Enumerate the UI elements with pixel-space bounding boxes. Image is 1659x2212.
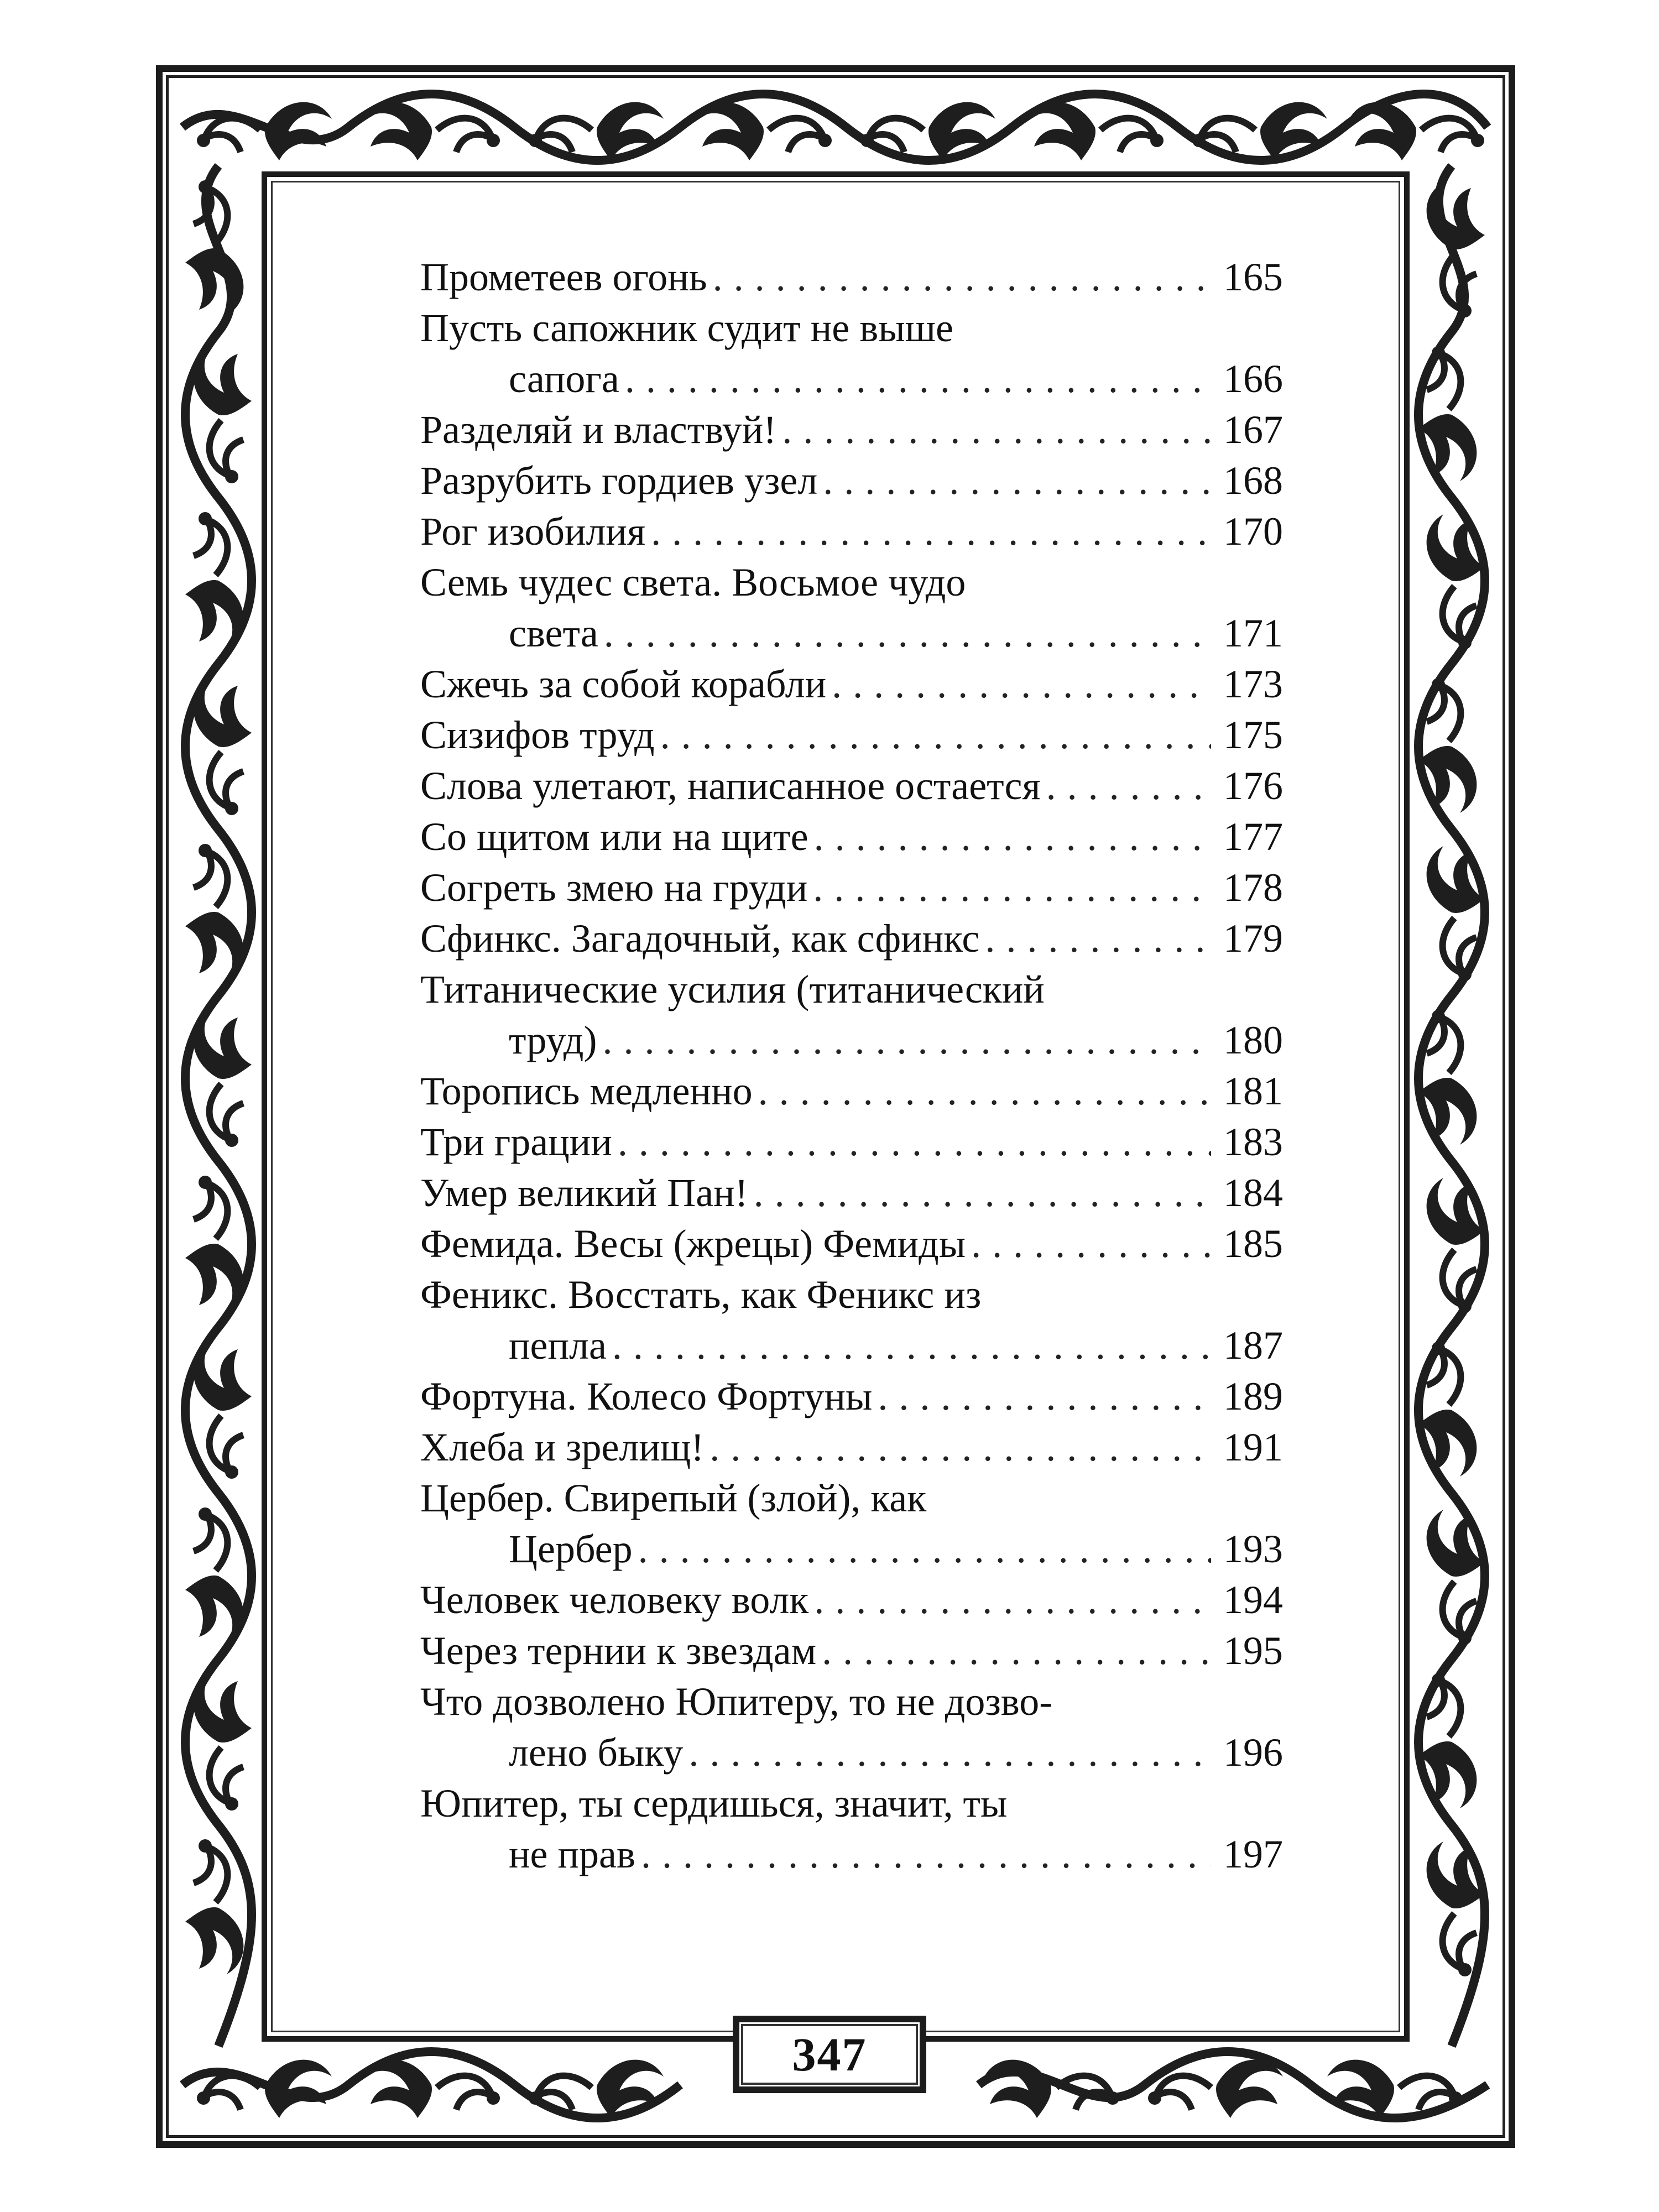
toc-entry-title: Сфинкс. Загадочный, как сфинкс <box>420 916 980 961</box>
dot-leader <box>638 1524 1211 1574</box>
toc-entry-continuation <box>420 1524 1283 1574</box>
toc-entry-line <box>420 1371 1283 1422</box>
toc-entry <box>420 811 1283 862</box>
dot-leader <box>782 404 1211 455</box>
toc-entry-line <box>420 1473 1283 1524</box>
toc-entry-title: Три грации <box>420 1120 612 1164</box>
toc-entry-title: Что дозволено Юпитеру, то не дозво- <box>420 1679 1053 1724</box>
toc-entry-page-number: 196 <box>1223 1730 1283 1775</box>
toc-entry-line <box>420 252 1283 302</box>
toc-entry-title: Феникс. Восстать, как Феникс из <box>420 1272 982 1317</box>
dot-leader <box>813 862 1211 913</box>
toc-entry-page-number: 187 <box>1223 1323 1283 1368</box>
toc-entry-title: Сжечь за собой корабли <box>420 662 827 706</box>
dot-leader <box>814 1574 1211 1625</box>
page-number-plate-inner-line <box>741 2024 918 2085</box>
dot-leader <box>758 1066 1211 1117</box>
toc-entry-line <box>420 1676 1283 1727</box>
toc-entry <box>420 1218 1283 1269</box>
toc-entry-line <box>420 1625 1283 1676</box>
dot-leader <box>823 455 1211 506</box>
toc-entry-line <box>420 913 1283 964</box>
toc-entry-title: Сизифов труд <box>420 713 655 757</box>
toc-entry-page-number: 165 <box>1223 255 1283 299</box>
dot-leader <box>688 1727 1211 1778</box>
toc-entry-title: Разрубить гордиев узел <box>420 458 818 503</box>
toc-entry-title: Хлеба и зрелищ! <box>420 1425 705 1469</box>
right-ornament-band <box>1418 166 1485 2046</box>
toc-entry-page-number: 175 <box>1223 713 1283 757</box>
toc-entry-line <box>420 455 1283 506</box>
toc-entry-line <box>420 1778 1283 1829</box>
dot-leader <box>822 1625 1211 1676</box>
toc-entry-line <box>420 862 1283 913</box>
toc-entry-page-number: 195 <box>1223 1629 1283 1673</box>
toc-entry <box>420 1167 1283 1218</box>
toc-entry-title: Фемида. Весы (жрецы) Фемиды <box>420 1222 966 1266</box>
toc-entry-page-number: 197 <box>1223 1832 1283 1876</box>
toc-entry <box>420 557 1283 659</box>
toc-entry-title: Титанические усилия (титанический <box>420 967 1045 1011</box>
toc-entry-line <box>420 1066 1283 1117</box>
toc-entry-title: Семь чудес света. Восьмое чудо <box>420 560 966 604</box>
toc-entry-title: Фортуна. Колесо Фортуны <box>420 1374 873 1418</box>
toc-entry-title: труд) <box>509 1018 597 1062</box>
toc-entry-line <box>420 709 1283 760</box>
toc-entry-line <box>420 506 1283 557</box>
table-of-contents <box>420 252 1283 1880</box>
toc-entry-title: Через тернии к звездам <box>420 1629 817 1673</box>
toc-entry <box>420 302 1283 404</box>
toc-entry-page-number: 178 <box>1223 865 1283 910</box>
toc-entry-line <box>420 1218 1283 1269</box>
toc-entry-line <box>420 1269 1283 1320</box>
dot-leader <box>1046 760 1211 811</box>
dot-leader <box>754 1167 1211 1218</box>
toc-entry-continuation <box>420 608 1283 659</box>
toc-entry-page-number: 180 <box>1223 1018 1283 1062</box>
toc-entry <box>420 1676 1283 1778</box>
toc-entry <box>420 1371 1283 1422</box>
toc-entry-page-number: 166 <box>1223 357 1283 401</box>
dot-leader <box>612 1320 1211 1371</box>
toc-entry-title: Согреть змею на груди <box>420 865 808 910</box>
toc-entry <box>420 1117 1283 1167</box>
toc-entry-page-number: 185 <box>1223 1222 1283 1266</box>
toc-entry-page-number: 171 <box>1223 611 1283 655</box>
dot-leader <box>618 1117 1211 1167</box>
dot-leader <box>641 1829 1211 1880</box>
toc-entry <box>420 404 1283 455</box>
page-number: 347 <box>792 2028 867 2081</box>
toc-entry-page-number: 191 <box>1223 1425 1283 1469</box>
toc-entry-page-number: 173 <box>1223 662 1283 706</box>
toc-entry-line <box>420 404 1283 455</box>
toc-entry <box>420 862 1283 913</box>
toc-entry-continuation <box>420 1727 1283 1778</box>
dot-leader <box>604 608 1211 659</box>
dot-leader <box>660 709 1211 760</box>
toc-entry-line <box>420 302 1283 353</box>
toc-entry-line <box>420 811 1283 862</box>
dot-leader <box>651 506 1211 557</box>
toc-entry-page-number: 179 <box>1223 916 1283 961</box>
toc-entry-title: сапога <box>509 357 619 401</box>
toc-entry-page-number: 170 <box>1223 509 1283 554</box>
dot-leader <box>971 1218 1211 1269</box>
toc-entry <box>420 964 1283 1066</box>
dot-leader <box>814 811 1211 862</box>
toc-entry-page-number: 181 <box>1223 1069 1283 1113</box>
toc-entry <box>420 659 1283 709</box>
toc-entry-title: Торопись медленно <box>420 1069 753 1113</box>
toc-entry-title: Слова улетают, написанное остается <box>420 764 1041 808</box>
toc-entry-title: Человек человеку волк <box>420 1578 809 1622</box>
toc-entry-page-number: 189 <box>1223 1374 1283 1418</box>
top-ornament-band <box>182 94 1488 160</box>
dot-leader <box>625 353 1211 404</box>
toc-entry-page-number: 183 <box>1223 1120 1283 1164</box>
dot-leader <box>713 252 1211 302</box>
toc-entry <box>420 252 1283 302</box>
dot-leader <box>878 1371 1211 1422</box>
toc-entry-title: Умер великий Пан! <box>420 1171 748 1215</box>
toc-entry <box>420 1066 1283 1117</box>
toc-entry-line <box>420 1574 1283 1625</box>
toc-entry-title: Цербер <box>509 1527 633 1571</box>
left-ornament-band <box>185 166 252 2046</box>
toc-entry-continuation <box>420 1015 1283 1066</box>
toc-entry-title: Цербер. Свирепый (злой), как <box>420 1476 927 1520</box>
toc-entry-line <box>420 1422 1283 1473</box>
toc-entry-continuation <box>420 353 1283 404</box>
dot-leader <box>602 1015 1211 1066</box>
toc-entry-title: Юпитер, ты сердишься, значит, ты <box>420 1781 1008 1825</box>
toc-entry-page-number: 194 <box>1223 1578 1283 1622</box>
toc-entry-title: Разделяй и властвуй! <box>420 408 777 452</box>
toc-entry-page-number: 176 <box>1223 764 1283 808</box>
toc-entry <box>420 1778 1283 1880</box>
toc-entry <box>420 913 1283 964</box>
toc-entry-title: Пусть сапожник судит не выше <box>420 306 953 350</box>
toc-entry-title: света <box>509 611 598 655</box>
dot-leader <box>709 1422 1211 1473</box>
toc-entry-line <box>420 1167 1283 1218</box>
toc-entry <box>420 1269 1283 1371</box>
toc-entry-continuation <box>420 1320 1283 1371</box>
toc-entry-page-number: 184 <box>1223 1171 1283 1215</box>
toc-entry-page-number: 167 <box>1223 408 1283 452</box>
toc-entry-page-number: 193 <box>1223 1527 1283 1571</box>
toc-entry <box>420 709 1283 760</box>
toc-entry-line <box>420 557 1283 608</box>
toc-entry-continuation <box>420 1829 1283 1880</box>
toc-entry-title: Рог изобилия <box>420 509 646 554</box>
toc-entry-title: Прометеев огонь <box>420 255 707 299</box>
toc-entry-line <box>420 964 1283 1015</box>
toc-entry-title: пепла <box>509 1323 607 1368</box>
toc-entry-page-number: 177 <box>1223 815 1283 859</box>
dot-leader <box>832 659 1211 709</box>
dot-leader <box>985 913 1211 964</box>
toc-entry-page-number: 168 <box>1223 458 1283 503</box>
toc-entry <box>420 1473 1283 1574</box>
toc-entry-title: Со щитом или на щите <box>420 815 808 859</box>
toc-entry-title: лено быку <box>509 1730 684 1775</box>
toc-entry <box>420 1574 1283 1625</box>
toc-entry-line <box>420 760 1283 811</box>
toc-entry <box>420 1625 1283 1676</box>
toc-entry <box>420 1422 1283 1473</box>
toc-entry-title: не прав <box>509 1832 635 1876</box>
toc-entry-line <box>420 659 1283 709</box>
toc-entry <box>420 506 1283 557</box>
toc-entry-line <box>420 1117 1283 1167</box>
toc-entry <box>420 455 1283 506</box>
toc-entry <box>420 760 1283 811</box>
